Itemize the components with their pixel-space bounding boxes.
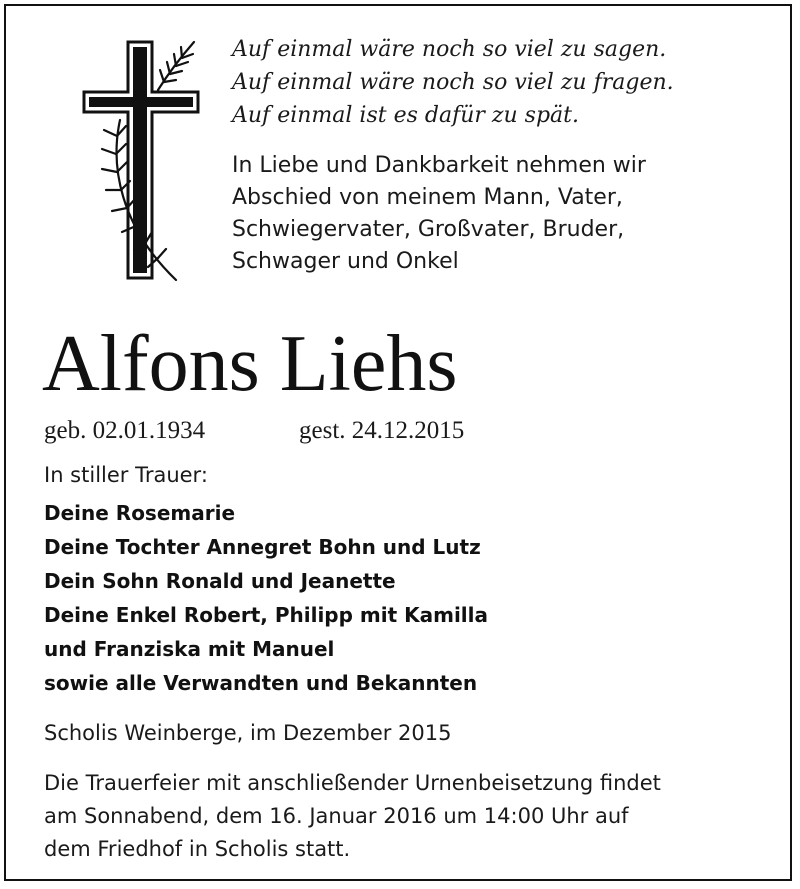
farewell-text (232, 150, 646, 278)
cross-with-palm-branch-icon (80, 36, 200, 286)
poem-line: Auf einmal wäre noch so viel zu sagen. (232, 37, 667, 62)
mourner-line: und Franziska mit Manuel (44, 637, 335, 661)
poem-line: Auf einmal wäre noch so viel zu fragen. (232, 70, 674, 95)
mourner-line: Deine Tochter Annegret Bohn und Lutz (44, 535, 481, 559)
farewell-line: In Liebe und Dankbarkeit nehmen wir (232, 153, 646, 178)
farewell-line: Schwiegervater, Großvater, Bruder, (232, 217, 625, 242)
mourner-line: Deine Enkel Robert, Philipp mit Kamilla (44, 603, 489, 627)
deceased-name: Alfons Liehs (42, 320, 458, 408)
ceremony-line: Die Trauerfeier mit anschließender Urnenbeisetzung findet (44, 771, 661, 795)
mourner-line: sowie alle Verwandten und Bekannten (44, 671, 478, 695)
birth-date: geb. 02.01.1934 (44, 417, 206, 444)
mourners-label: In stiller Trauer: (44, 463, 208, 487)
place-and-date: Scholis Weinberge, im Dezember 2015 (44, 721, 452, 745)
poem-line: Auf einmal ist es dafür zu spät. (232, 103, 579, 128)
mourner-line: Dein Sohn Ronald und Jeanette (44, 569, 396, 593)
poem (232, 33, 674, 132)
mourner-line: Deine Rosemarie (44, 501, 236, 525)
farewell-line: Schwager und Onkel (232, 249, 459, 274)
farewell-line: Abschied von meinem Mann, Vater, (232, 185, 623, 210)
mourners-list (44, 496, 488, 700)
death-date: gest. 24.12.2015 (299, 417, 465, 444)
life-dates (44, 414, 464, 448)
ceremony-line: am Sonnabend, dem 16. Januar 2016 um 14:00 Uhr auf (44, 804, 629, 828)
ceremony-line: dem Friedhof in Scholis statt. (44, 837, 351, 861)
ceremony-info (44, 767, 661, 866)
